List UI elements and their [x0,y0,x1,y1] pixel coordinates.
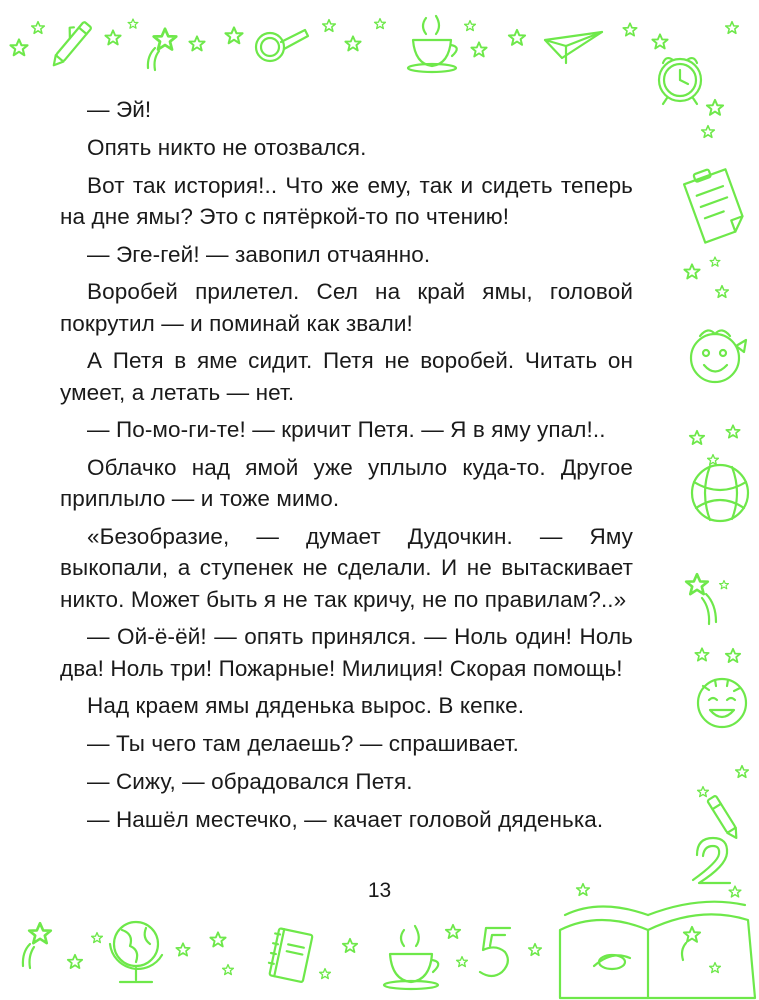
paragraph: — Ой-ё-ёй! — опять принялся. — Ноль один! Ноль два! Ноль три! Пожарные! Милиция! Скорая помощь! [60,624,633,681]
paper-plane-icon [545,32,602,63]
notebook-icon [266,928,312,983]
paragraph: «Безобразие, — думает Дудочкин. — Яму выкопали, а ступенек не сделали. И не вытаскивает никто. Может быть я не так кричу, не по правилам?..» [60,524,633,612]
shooting-star-icon [23,923,51,968]
paragraph: Опять никто не отозвался. [87,134,367,160]
paragraph: — Нашёл местечко, — качает головой дяденька. [87,806,604,832]
page-number: 13 [367,879,392,902]
magnifier-icon [256,30,308,61]
pen-icon [45,17,92,69]
note-paper-icon [682,164,747,243]
alarm-clock-icon [659,58,701,104]
paragraph: Вот так история!.. Что же ему, так и сидеть теперь на дне ямы? Это с пятёркой-то по чтению! [60,172,633,229]
number-five-icon [480,928,510,976]
ball-icon [692,465,748,521]
shooting-star-icon [148,29,176,70]
paragraph: — Эй! [87,97,152,122]
smiley-face-icon [691,330,746,382]
paragraph: — Ты чего там делаешь? — спрашивает. [87,731,519,757]
page-text [60,94,633,842]
smiley-face-icon [698,679,746,727]
paragraph: — Сижу, — обрадовался Петя. [87,768,413,794]
paragraph: А Петя в яме сидит. Петя не воробей. Читать он умеет, а летать — нет. [60,348,633,405]
globe-icon [110,922,162,982]
coffee-cup-icon [408,16,457,72]
open-book-icon [560,902,755,998]
number-two-icon [693,838,730,883]
paragraph: Над краем ямы дяденька вырос. В кепке. [87,693,525,719]
paragraph: Облачко над ямой уже уплыло куда-то. Другое приплыло — и тоже мимо. [60,455,633,512]
paragraph: Воробей прилетел. Сел на край ямы, головой покрутил — и поминай как звали! [60,279,633,336]
coffee-cup-icon [384,926,438,989]
shooting-star-icon [686,574,728,624]
pen-icon [707,795,740,840]
paragraph: — Эге-гей! — завопил отчаянно. [87,241,431,267]
paragraph: — По-мо-ги-те! — кричит Петя. — Я в яму упал!.. [87,417,606,443]
